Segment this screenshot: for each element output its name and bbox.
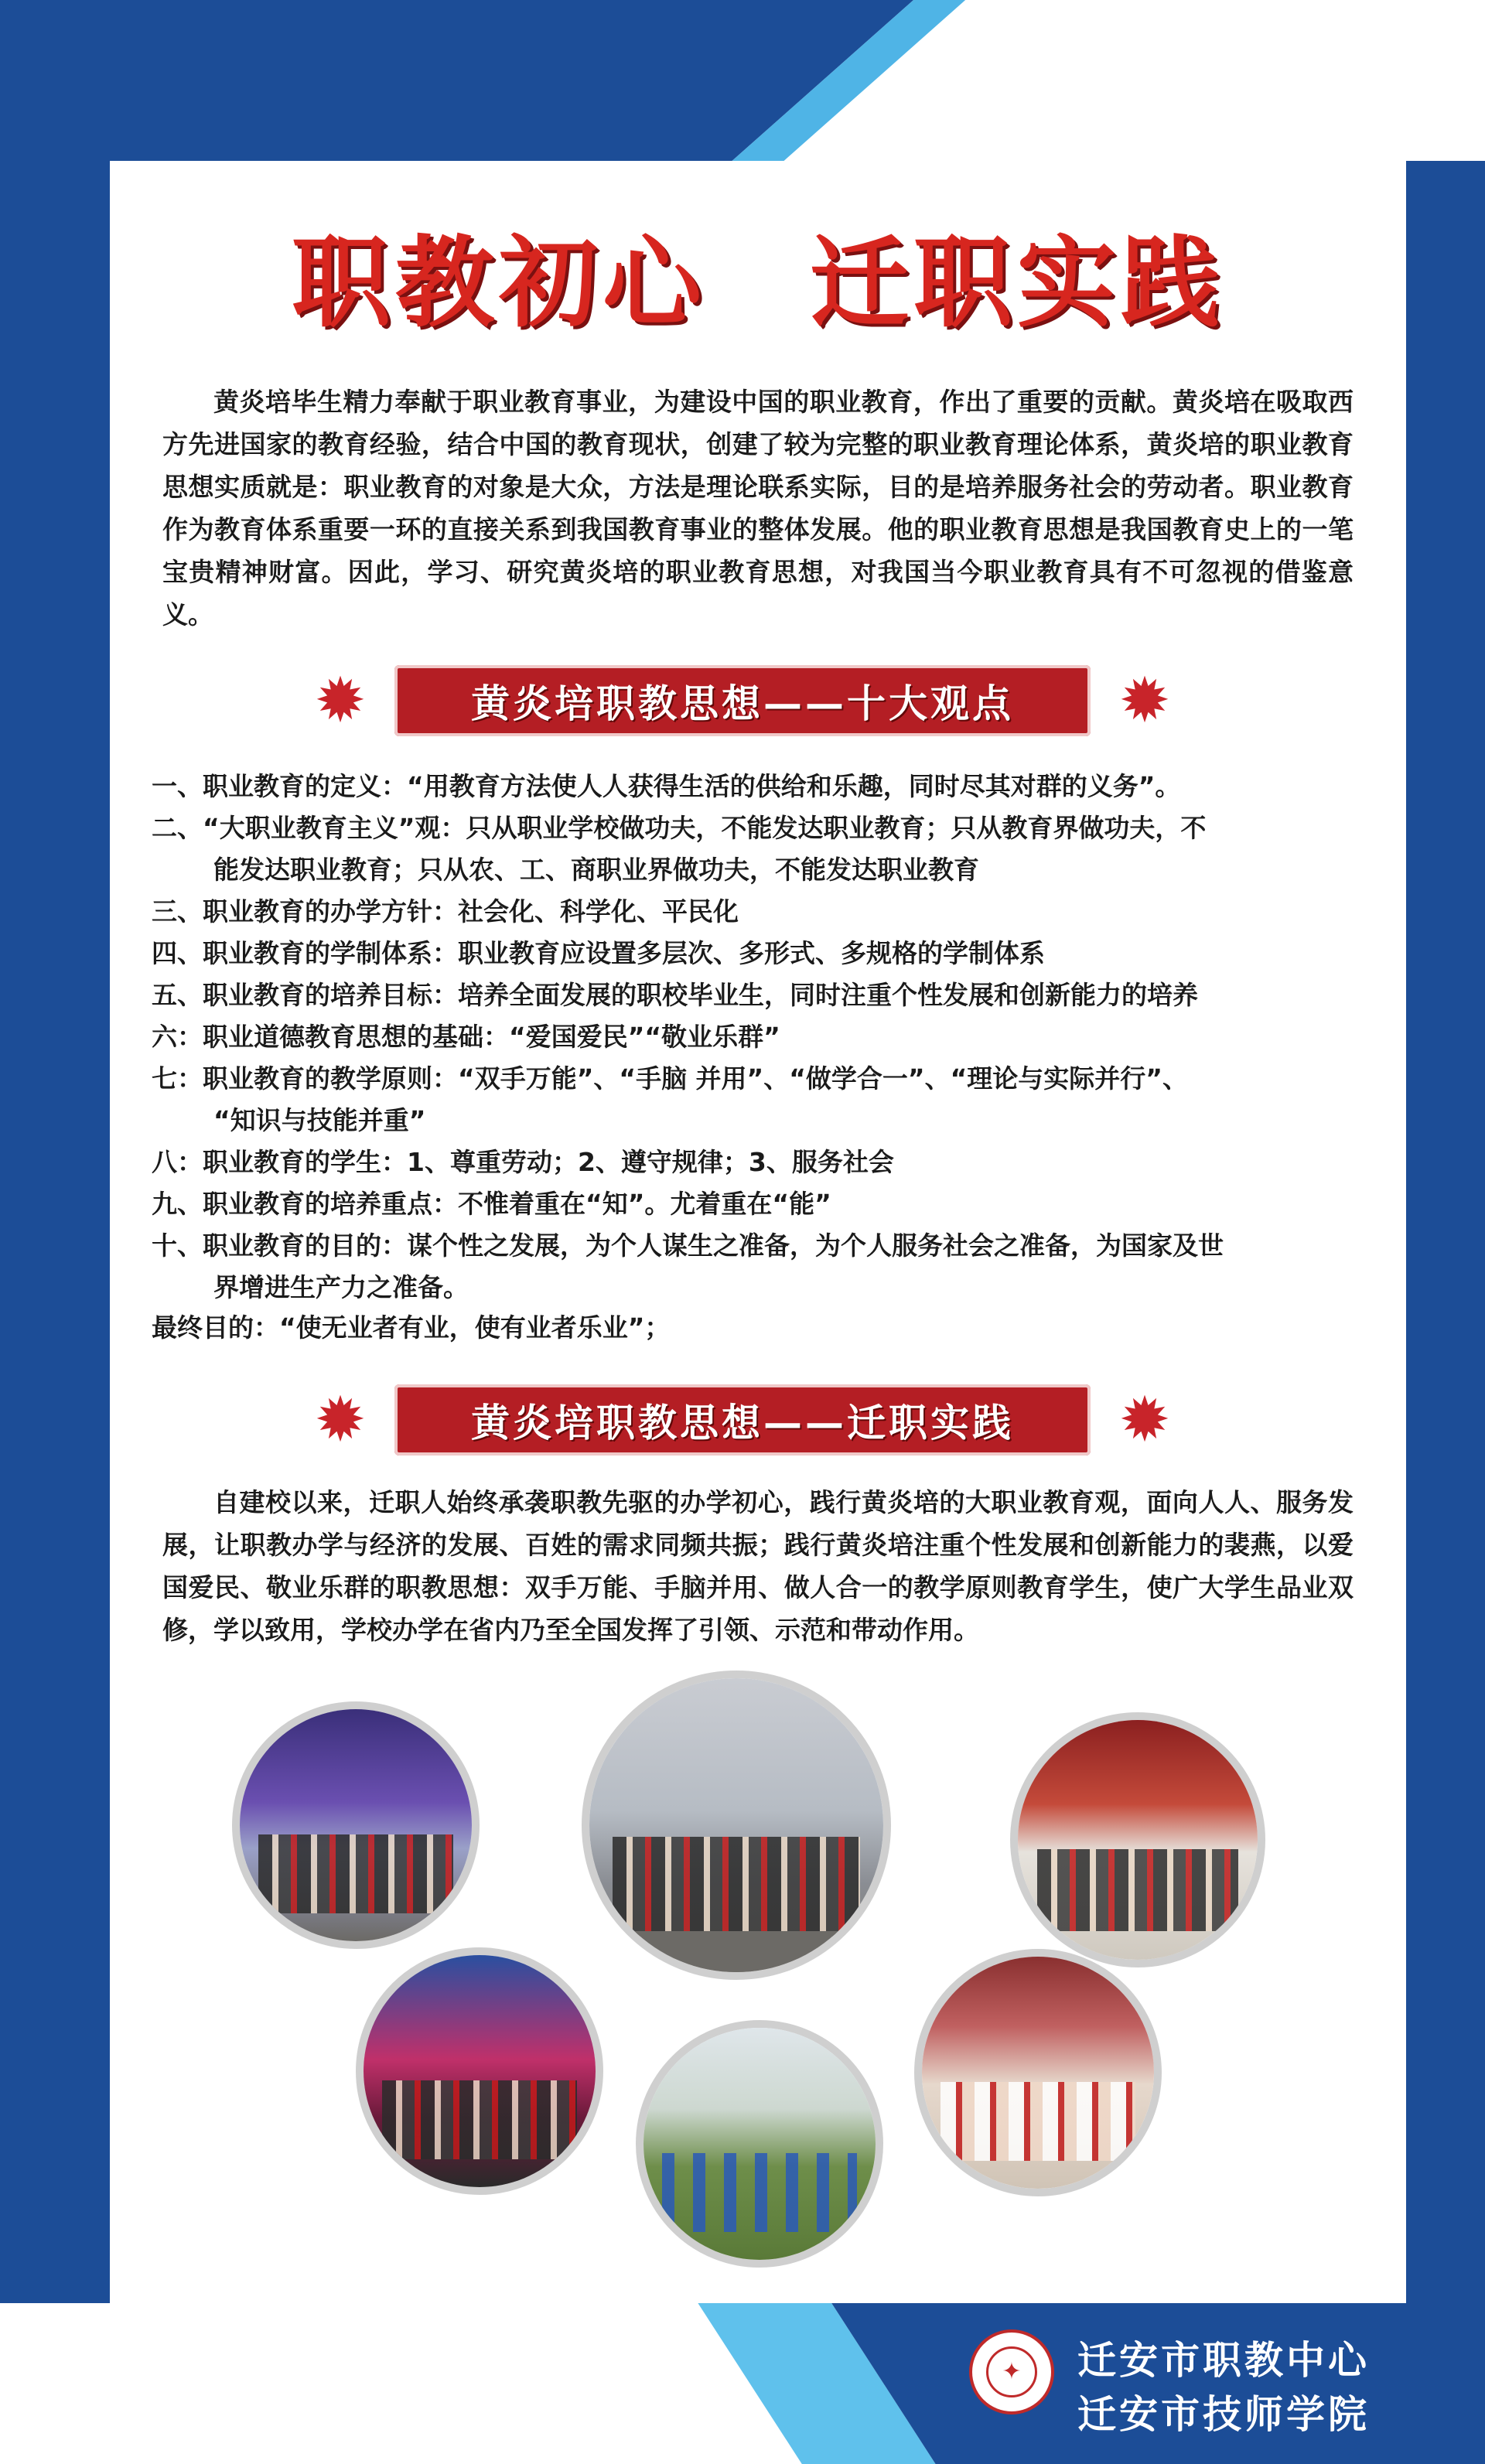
poster-title: 职教初心 迁职实践 — [291, 226, 1224, 341]
ten-views-list — [152, 766, 1358, 1309]
top-decor-band — [110, 0, 1406, 161]
org-name-line1: 迁安市职教中心 — [1077, 2338, 1370, 2383]
left-frame-bar — [0, 161, 110, 2303]
star-ornament-icon: ✹ — [1118, 1384, 1171, 1456]
banner-box — [394, 1384, 1091, 1456]
photo-ceremony — [232, 1701, 480, 1949]
floor — [589, 1931, 883, 1972]
list-item: 四、职业教育的学制体系：职业教育应设置多层次、多形式、多规格的学制体系 — [152, 938, 1045, 968]
bottom-decor-band — [0, 2303, 1485, 2464]
star-ornament-icon: ✹ — [1118, 664, 1171, 736]
section-heading: 黄炎培职教思想——迁职实践 — [471, 1401, 1014, 1445]
final-goal: 最终目的：“使无业者有业，使有业者乐业”； — [152, 1312, 671, 1343]
list-item: 五、职业教育的培养目标：培养全面发展的职校毕业生，同时注重个性发展和创新能力的培养 — [152, 980, 1198, 1010]
group-figures — [613, 1837, 859, 1937]
list-item: 三、职业教育的办学方针：社会化、科学化、平民化 — [152, 896, 739, 927]
group-figures — [382, 2080, 577, 2159]
list-item: 一、职业教育的定义：“用教育方法使人人获得生活的供给和乐趣，同时尽其对群的义务”。 — [152, 771, 1181, 801]
list-item: 七：职业教育的教学原则：“双手万能”、“手脑 并用”、“做学合一”、“理论与实际并行”、 “知识与技能并重” — [152, 1063, 1188, 1135]
list-item: 八：职业教育的学生：1、尊重劳动；2、遵守规律；3、服务社会 — [152, 1147, 894, 1177]
section-banner-practice — [309, 1384, 1176, 1456]
list-item: 十、职业教育的目的：谋个性之发展，为个人谋生之准备，为个人服务社会之准备，为国家及世 界增进生产力之准备。 — [152, 1230, 1224, 1302]
section-banner-ten-views — [309, 665, 1176, 736]
right-frame-bar — [1406, 161, 1485, 2303]
org-name-line2: 迁安市技师学院 — [1077, 2392, 1370, 2437]
top-dark-stripe — [110, 0, 1406, 161]
student-figures — [940, 2082, 1135, 2161]
list-item: 二、“大职业教育主义”观：只从职业学校做功夫，不能发达职业教育；只从教育界做功夫，不 能发达职业教育；只从农、工、商职业界做功夫，不能发达职业教育 — [152, 813, 1207, 885]
practice-paragraph: 自建校以来，迁职人始终承袭职教先驱的办学初心，践行黄炎培的大职业教育观，面向人人、服务发展，让职教办学与经济的发展、百姓的需求同频共振；践行黄炎培注重个性发展和创新能力的裴燕，以爱国爱民、敬业乐群的职教思想：双手万能、手脑并用、做人合一的教学原则教育学生，使广大学生品业双修，学以致用，学校办学在省内乃至全国发挥了引领、示范和带动作用。 — [162, 1487, 1354, 1645]
photo-outdoor-dance — [636, 2020, 883, 2268]
group-figures — [258, 1834, 453, 1913]
star-ornament-icon: ✹ — [314, 664, 367, 736]
top-left-corner — [0, 0, 110, 161]
photo-award — [1010, 1712, 1265, 1967]
photo-group-training-center — [582, 1671, 891, 1980]
star-ornament-icon: ✹ — [314, 1384, 367, 1456]
list-item: 九、职业教育的培养重点：不惟着重在“知”。尤着重在“能” — [152, 1189, 831, 1219]
photo-performance — [356, 1947, 603, 2195]
school-logo-icon: ✦ — [969, 2329, 1054, 2415]
intro-paragraph: 黄炎培毕生精力奉献于职业教育事业，为建设中国的职业教育，作出了重要的贡献。黄炎培在吸取西方先进国家的教育经验，结合中国的教育现状，创建了较为完整的职业教育理论体系，黄炎培的职业教育思想实质就是：职业教育的对象是大众，方法是理论联系实际，目的是培养服务社会的劳动者。职业教育作为教育体系重要一环的直接关系到我国教育事业的整体发展。他的职业教育思想是我国教育史上的一笔宝贵精神财富。因此，学习、研究黄炎培的职业教育思想，对我国当今职业教育具有不可忽视的借鉴意义。 — [162, 387, 1354, 630]
section-heading: 黄炎培职教思想——十大观点 — [471, 681, 1014, 726]
banner-box — [394, 665, 1091, 736]
dancer-figures — [662, 2153, 857, 2232]
list-item: 六：职业道德教育思想的基础：“爱国爱民”“敬业乐群” — [152, 1022, 780, 1052]
photo-students-hands — [914, 1949, 1162, 2196]
group-figures — [1037, 1849, 1238, 1930]
